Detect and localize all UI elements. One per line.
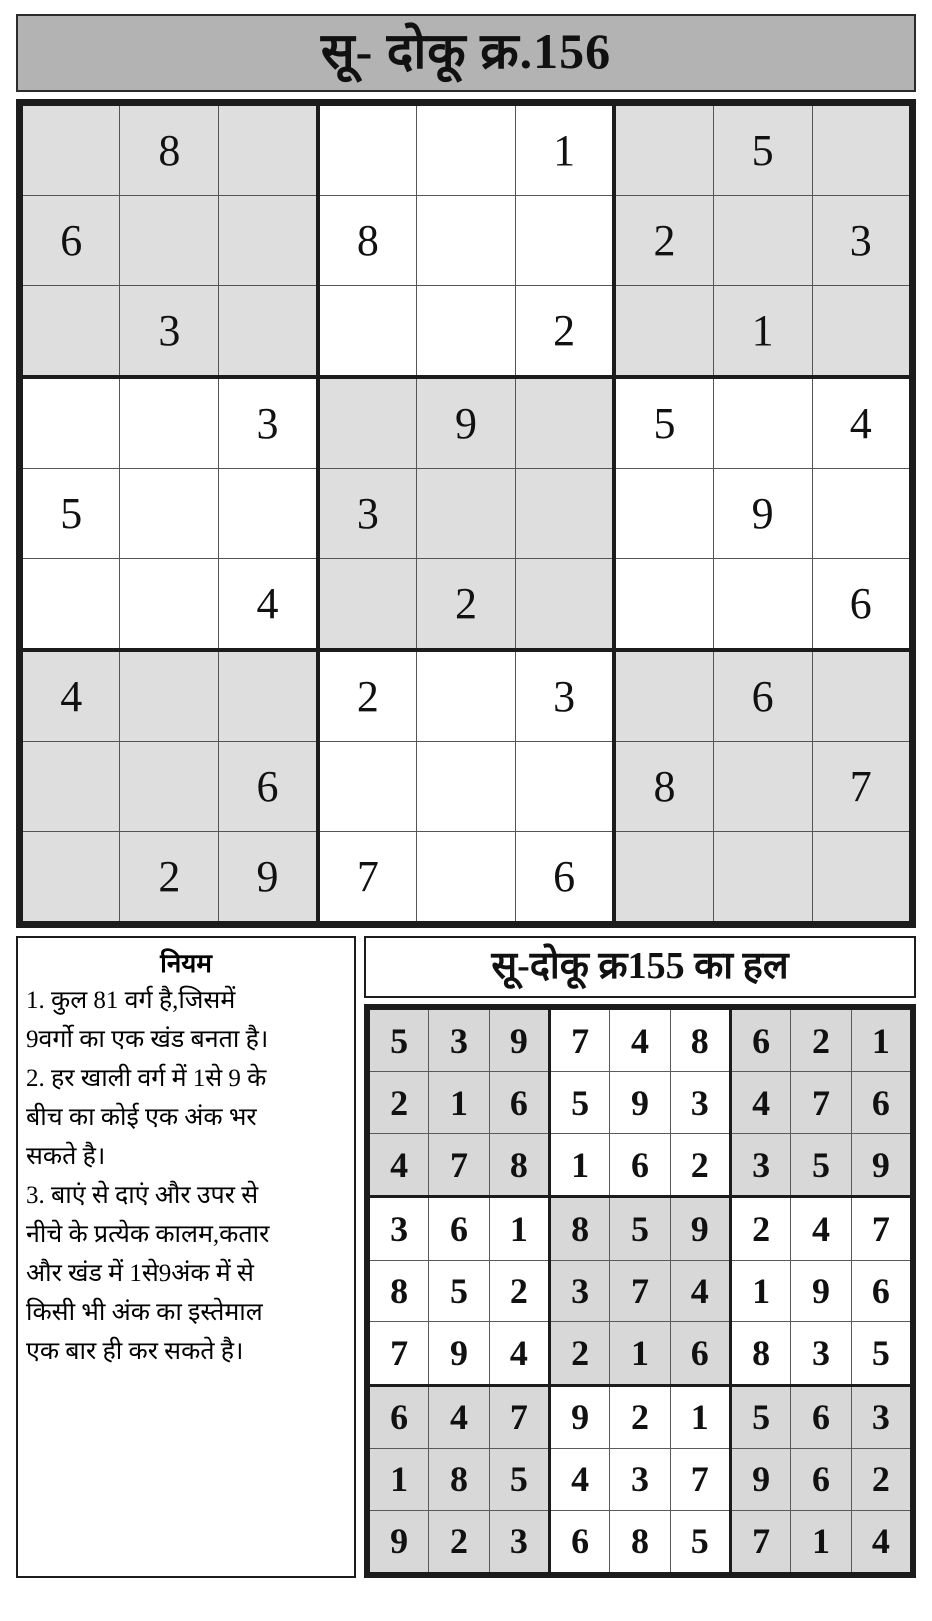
- sudoku-cell[interactable]: [318, 104, 417, 196]
- sudoku-cell[interactable]: 3: [120, 286, 219, 378]
- sudoku-row: [369, 1009, 912, 1072]
- solution-cell: 6: [610, 1134, 670, 1197]
- solution-cell: 8: [489, 1134, 549, 1197]
- solution-cell: 2: [730, 1197, 790, 1260]
- solution-cell: 1: [429, 1072, 489, 1134]
- solution-cell: 1: [369, 1448, 429, 1510]
- solution-cell: 2: [549, 1322, 609, 1385]
- solution-cell: 9: [549, 1385, 609, 1448]
- solution-cell: 6: [851, 1072, 911, 1134]
- sudoku-cell[interactable]: [21, 742, 120, 832]
- solution-cell: 5: [670, 1510, 730, 1573]
- solution-cell: 7: [610, 1260, 670, 1322]
- sudoku-cell[interactable]: [614, 469, 713, 559]
- solution-cell: 1: [670, 1385, 730, 1448]
- sudoku-cell[interactable]: [21, 377, 120, 469]
- solution-cell: 6: [851, 1260, 911, 1322]
- sudoku-cell[interactable]: [515, 377, 614, 469]
- sudoku-cell[interactable]: 2: [318, 650, 417, 742]
- sudoku-cell[interactable]: 4: [21, 650, 120, 742]
- solution-cell: 7: [791, 1072, 851, 1134]
- sudoku-row: [369, 1510, 912, 1573]
- solution-cell: 5: [730, 1385, 790, 1448]
- sudoku-row: [369, 1072, 912, 1134]
- sudoku-cell[interactable]: 6: [713, 650, 812, 742]
- sudoku-cell[interactable]: 8: [120, 104, 219, 196]
- solution-cell: 7: [730, 1510, 790, 1573]
- solution-cell: 4: [489, 1322, 549, 1385]
- sudoku-cell[interactable]: 3: [219, 377, 318, 469]
- sudoku-cell[interactable]: [713, 832, 812, 924]
- sudoku-row: [369, 1448, 912, 1510]
- solution-cell: 9: [489, 1009, 549, 1072]
- solution-cell: 8: [730, 1322, 790, 1385]
- solution-cell: 6: [369, 1385, 429, 1448]
- sudoku-row: [369, 1197, 912, 1260]
- sudoku-row: [21, 104, 911, 196]
- sudoku-cell[interactable]: [318, 377, 417, 469]
- solution-cell: 9: [730, 1448, 790, 1510]
- sudoku-cell[interactable]: [417, 832, 516, 924]
- sudoku-cell[interactable]: [120, 742, 219, 832]
- sudoku-cell[interactable]: [812, 832, 911, 924]
- sudoku-cell[interactable]: 9: [219, 832, 318, 924]
- rules-line: 1. कुल 81 वर्ग है,जिसमें: [26, 987, 236, 1014]
- sudoku-cell[interactable]: [713, 742, 812, 832]
- solution-cell: 2: [851, 1448, 911, 1510]
- sudoku-row: [21, 559, 911, 651]
- sudoku-row: [369, 1385, 912, 1448]
- sudoku-cell[interactable]: [812, 286, 911, 378]
- solution-header: [364, 936, 916, 998]
- sudoku-row: [21, 196, 911, 286]
- sudoku-cell[interactable]: [417, 469, 516, 559]
- sudoku-cell[interactable]: 5: [21, 469, 120, 559]
- sudoku-cell[interactable]: 2: [614, 196, 713, 286]
- sudoku-cell[interactable]: [318, 559, 417, 651]
- solution-cell: 7: [369, 1322, 429, 1385]
- sudoku-cell[interactable]: [21, 104, 120, 196]
- solution-cell: 8: [610, 1510, 670, 1573]
- solution-cell: 6: [489, 1072, 549, 1134]
- sudoku-cell[interactable]: [515, 196, 614, 286]
- sudoku-cell[interactable]: [417, 742, 516, 832]
- sudoku-row: [369, 1322, 912, 1385]
- solution-cell: 5: [489, 1448, 549, 1510]
- solution-cell: 5: [429, 1260, 489, 1322]
- solution-cell: 4: [791, 1197, 851, 1260]
- sudoku-cell[interactable]: [614, 104, 713, 196]
- solution-cell: 4: [549, 1448, 609, 1510]
- sudoku-row: [21, 832, 911, 924]
- solution-cell: 1: [489, 1197, 549, 1260]
- sudoku-row: [21, 742, 911, 832]
- solution-heading: सू-दोकू क्र155 का हल: [491, 944, 789, 987]
- sudoku-cell[interactable]: [219, 650, 318, 742]
- sudoku-cell[interactable]: [219, 469, 318, 559]
- solution-cell: 5: [610, 1197, 670, 1260]
- sudoku-cell[interactable]: 3: [515, 650, 614, 742]
- sudoku-cell[interactable]: [120, 377, 219, 469]
- sudoku-cell[interactable]: [219, 196, 318, 286]
- sudoku-row: [21, 469, 911, 559]
- sudoku-cell[interactable]: 6: [21, 196, 120, 286]
- rules-line: 9वर्गो का एक खंड बनता है।: [26, 1026, 269, 1053]
- sudoku-cell[interactable]: [614, 286, 713, 378]
- sudoku-cell[interactable]: [515, 742, 614, 832]
- solution-cell: 7: [549, 1009, 609, 1072]
- solution-cell: 4: [429, 1385, 489, 1448]
- solution-cell: 1: [730, 1260, 790, 1322]
- sudoku-cell[interactable]: 2: [515, 286, 614, 378]
- solution-cell: 6: [791, 1448, 851, 1510]
- sudoku-row: [369, 1134, 912, 1197]
- solution-cell: 9: [369, 1510, 429, 1573]
- sudoku-solution-table: [367, 1007, 913, 1575]
- sudoku-row: [21, 377, 911, 469]
- sudoku-cell[interactable]: [515, 469, 614, 559]
- solution-cell: 4: [730, 1072, 790, 1134]
- solution-cell: 3: [549, 1260, 609, 1322]
- sudoku-cell[interactable]: [812, 104, 911, 196]
- sudoku-cell[interactable]: 2: [120, 832, 219, 924]
- solution-cell: 5: [851, 1322, 911, 1385]
- solution-cell: 5: [791, 1134, 851, 1197]
- solution-cell: 8: [429, 1448, 489, 1510]
- sudoku-cell[interactable]: [812, 650, 911, 742]
- solution-cell: 2: [791, 1009, 851, 1072]
- solution-cell: 3: [489, 1510, 549, 1573]
- solution-cell: 7: [670, 1448, 730, 1510]
- sudoku-row: [21, 650, 911, 742]
- rules-line: किसी भी अंक का इस्तेमाल: [26, 1299, 263, 1326]
- sudoku-cell[interactable]: [318, 742, 417, 832]
- page-title: सू- दोकू क्र.156: [320, 23, 612, 79]
- solution-cell: 3: [791, 1322, 851, 1385]
- rules-line: 2. हर खाली वर्ग में 1से 9 के: [26, 1065, 267, 1092]
- solution-cell: 4: [610, 1009, 670, 1072]
- rules-line: और खंड में 1से9अंक में से: [26, 1260, 254, 1287]
- sudoku-puzzle-grid[interactable]: [16, 99, 916, 928]
- sudoku-cell[interactable]: [417, 196, 516, 286]
- rules-line: एक बार ही कर सकते है।: [26, 1338, 244, 1365]
- solution-cell: 7: [489, 1385, 549, 1448]
- solution-cell: 3: [670, 1072, 730, 1134]
- sudoku-cell[interactable]: 4: [219, 559, 318, 651]
- solution-cell: 6: [549, 1510, 609, 1573]
- sudoku-cell[interactable]: [614, 832, 713, 924]
- solution-cell: 5: [549, 1072, 609, 1134]
- sudoku-cell[interactable]: 1: [515, 104, 614, 196]
- sudoku-cell[interactable]: [120, 559, 219, 651]
- sudoku-cell[interactable]: [417, 650, 516, 742]
- sudoku-puzzle-table[interactable]: [19, 102, 913, 925]
- solution-cell: 8: [670, 1009, 730, 1072]
- solution-cell: 9: [851, 1134, 911, 1197]
- solution-cell: 2: [489, 1260, 549, 1322]
- solution-cell: 4: [851, 1510, 911, 1573]
- sudoku-cell[interactable]: [713, 377, 812, 469]
- solution-cell: 3: [610, 1448, 670, 1510]
- sudoku-cell[interactable]: 7: [318, 832, 417, 924]
- sudoku-cell[interactable]: 6: [812, 559, 911, 651]
- solution-cell: 7: [851, 1197, 911, 1260]
- sudoku-cell[interactable]: [614, 559, 713, 651]
- sudoku-cell[interactable]: [21, 286, 120, 378]
- sudoku-cell[interactable]: 5: [614, 377, 713, 469]
- sudoku-cell[interactable]: [713, 196, 812, 286]
- sudoku-cell[interactable]: 1: [713, 286, 812, 378]
- rules-line: सकते है।: [26, 1143, 106, 1170]
- solution-cell: 1: [851, 1009, 911, 1072]
- sudoku-cell[interactable]: [219, 104, 318, 196]
- solution-cell: 9: [791, 1260, 851, 1322]
- sudoku-cell[interactable]: 6: [515, 832, 614, 924]
- rules-line: बीच का कोई एक अंक भर: [26, 1104, 257, 1131]
- rules-text: [26, 982, 346, 1371]
- sudoku-cell[interactable]: [417, 286, 516, 378]
- page-title-bar: [16, 14, 916, 92]
- sudoku-cell[interactable]: 4: [812, 377, 911, 469]
- solution-cell: 2: [610, 1385, 670, 1448]
- sudoku-cell[interactable]: [120, 196, 219, 286]
- solution-cell: 5: [369, 1009, 429, 1072]
- sudoku-cell[interactable]: 3: [318, 469, 417, 559]
- sudoku-cell[interactable]: [120, 650, 219, 742]
- solution-cell: 1: [791, 1510, 851, 1573]
- sudoku-cell[interactable]: 9: [417, 377, 516, 469]
- sudoku-cell[interactable]: [120, 469, 219, 559]
- solution-cell: 7: [429, 1134, 489, 1197]
- solution-cell: 1: [610, 1322, 670, 1385]
- sudoku-cell[interactable]: 8: [318, 196, 417, 286]
- solution-cell: 3: [851, 1385, 911, 1448]
- sudoku-cell[interactable]: 9: [713, 469, 812, 559]
- sudoku-cell[interactable]: 5: [713, 104, 812, 196]
- solution-cell: 1: [549, 1134, 609, 1197]
- sudoku-cell[interactable]: 3: [812, 196, 911, 286]
- solution-cell: 3: [369, 1197, 429, 1260]
- solution-cell: 6: [730, 1009, 790, 1072]
- solution-cell: 6: [791, 1385, 851, 1448]
- solution-cell: 3: [730, 1134, 790, 1197]
- sudoku-cell[interactable]: [614, 650, 713, 742]
- solution-cell: 2: [670, 1134, 730, 1197]
- solution-cell: 8: [369, 1260, 429, 1322]
- sudoku-row: [369, 1260, 912, 1322]
- solution-cell: 8: [549, 1197, 609, 1260]
- sudoku-cell[interactable]: 7: [812, 742, 911, 832]
- sudoku-cell[interactable]: [812, 469, 911, 559]
- solution-section: [364, 936, 916, 1578]
- solution-cell: 3: [429, 1009, 489, 1072]
- solution-cell: 4: [670, 1260, 730, 1322]
- sudoku-cell[interactable]: [21, 832, 120, 924]
- solution-cell: 2: [429, 1510, 489, 1573]
- sudoku-cell[interactable]: 2: [417, 559, 516, 651]
- solution-cell: 9: [610, 1072, 670, 1134]
- sudoku-solution-grid: [364, 1004, 916, 1578]
- solution-cell: 2: [369, 1072, 429, 1134]
- sudoku-cell[interactable]: [219, 286, 318, 378]
- solution-cell: 6: [429, 1197, 489, 1260]
- rules-line: नीचे के प्रत्येक कालम,कतार: [26, 1221, 270, 1248]
- solution-cell: 9: [429, 1322, 489, 1385]
- rules-heading: नियम: [160, 949, 212, 978]
- rules-line: 3. बाएं से दाएं और उपर से: [26, 1182, 259, 1209]
- rules-box: [16, 936, 356, 1578]
- sudoku-cell[interactable]: [515, 559, 614, 651]
- sudoku-row: [21, 286, 911, 378]
- sudoku-cell[interactable]: [318, 286, 417, 378]
- lower-section: [16, 936, 916, 1578]
- sudoku-cell[interactable]: [417, 104, 516, 196]
- sudoku-cell[interactable]: 6: [219, 742, 318, 832]
- sudoku-cell[interactable]: 8: [614, 742, 713, 832]
- solution-cell: 9: [670, 1197, 730, 1260]
- sudoku-cell[interactable]: [21, 559, 120, 651]
- solution-cell: 6: [670, 1322, 730, 1385]
- solution-cell: 4: [369, 1134, 429, 1197]
- sudoku-cell[interactable]: [713, 559, 812, 651]
